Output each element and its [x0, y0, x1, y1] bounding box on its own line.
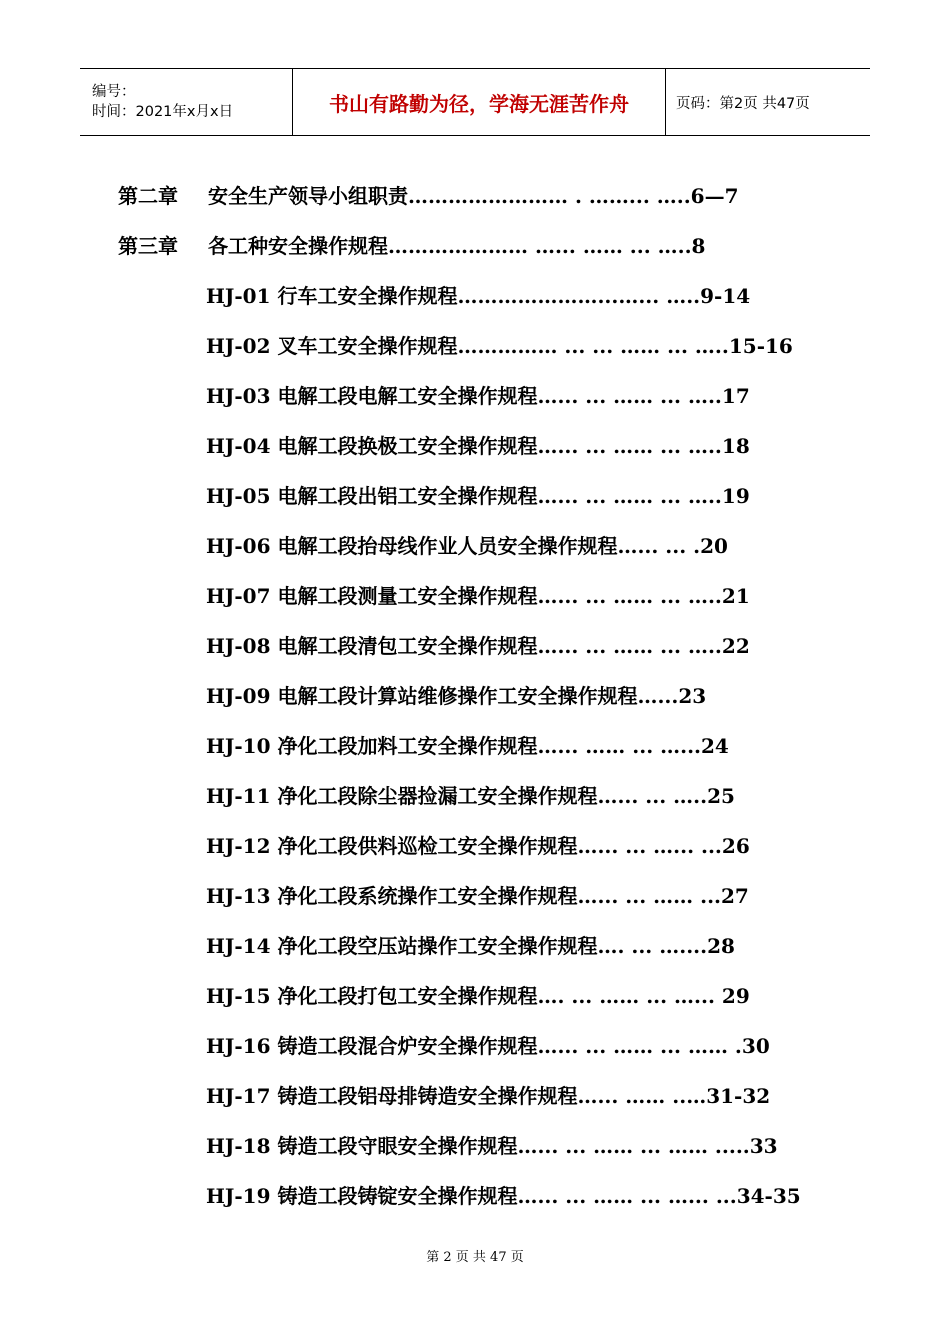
header-motto: 书山有路勤为径，学海无涯苦作舟	[293, 69, 666, 136]
toc-entry[interactable]: HJ-17 铸造工段铝母排铸造安全操作规程…... …… ..…31-32	[206, 1084, 771, 1108]
toc-entry[interactable]: HJ-16 铸造工段混合炉安全操作规程…... ... …… ... …… .30	[206, 1034, 770, 1058]
toc-entry[interactable]: HJ-06 电解工段抬母线作业人员安全操作规程…... ... .20	[206, 534, 728, 558]
toc-entry[interactable]: HJ-02 叉车工安全操作规程…………… ... ... …… ... …..15-16	[206, 334, 793, 358]
chapter-number: 第二章	[118, 184, 178, 208]
toc-entry[interactable]: HJ-08 电解工段清包工安全操作规程…... ... …… ... …..22	[206, 634, 750, 658]
page-header	[80, 68, 870, 136]
toc-chapter[interactable]	[118, 180, 739, 209]
toc-entry[interactable]: HJ-11 净化工段除尘器捡漏工安全操作规程…... ... …..25	[206, 784, 735, 808]
page-footer: 第 2 页 共 47 页	[426, 1250, 524, 1265]
toc-entry[interactable]: HJ-01 行车工安全操作规程…………………...…... …..9-14	[206, 284, 751, 308]
header-page-info: 页码：第2页 共47页	[666, 69, 871, 136]
chapter-title: 各工种安全操作规程………………… …... …… ... …..8	[208, 234, 706, 258]
toc-entry[interactable]: HJ-03 电解工段电解工安全操作规程…... ... …… ... …..17	[206, 384, 750, 408]
header-meta	[80, 69, 293, 136]
toc-entry[interactable]: HJ-13 净化工段系统操作工安全操作规程…... ... …… ...27	[206, 884, 749, 908]
toc-entry[interactable]: HJ-19 铸造工段铸锭安全操作规程…... ... …… ... …... ...34-35	[206, 1184, 801, 1208]
chapter-number: 第三章	[118, 234, 178, 258]
toc-entry[interactable]: HJ-10 净化工段加料工安全操作规程…... …… ... …...24	[206, 734, 729, 758]
document-date: 时间：2021年x月x日	[92, 104, 234, 120]
toc-entry[interactable]: HJ-05 电解工段出铝工安全操作规程…... ... …… ... …..19	[206, 484, 750, 508]
toc-chapter[interactable]	[118, 230, 705, 259]
toc-entry[interactable]: HJ-15 净化工段打包工安全操作规程…. ... …… ... …... 29	[206, 984, 750, 1008]
toc-entry[interactable]: HJ-09 电解工段计算站维修操作工安全操作规程…...23	[206, 684, 707, 708]
toc-entry[interactable]: HJ-14 净化工段空压站操作工安全操作规程…. ... …....28	[206, 934, 735, 958]
toc-entry[interactable]: HJ-07 电解工段测量工安全操作规程…... ... …… ... …..21	[206, 584, 750, 608]
toc-entry[interactable]: HJ-12 净化工段供料巡检工安全操作规程…... ... …... ...26	[206, 834, 750, 858]
toc-entry[interactable]: HJ-18 铸造工段守眼安全操作规程…... ... …… ... …… .....33	[206, 1134, 778, 1158]
document-number: 编号：	[92, 84, 136, 100]
toc-entry[interactable]: HJ-04 电解工段换极工安全操作规程…... ... …… ... …..18	[206, 434, 750, 458]
chapter-title: 安全生产领导小组职责…………………… . ……... …..6—7	[208, 184, 739, 208]
